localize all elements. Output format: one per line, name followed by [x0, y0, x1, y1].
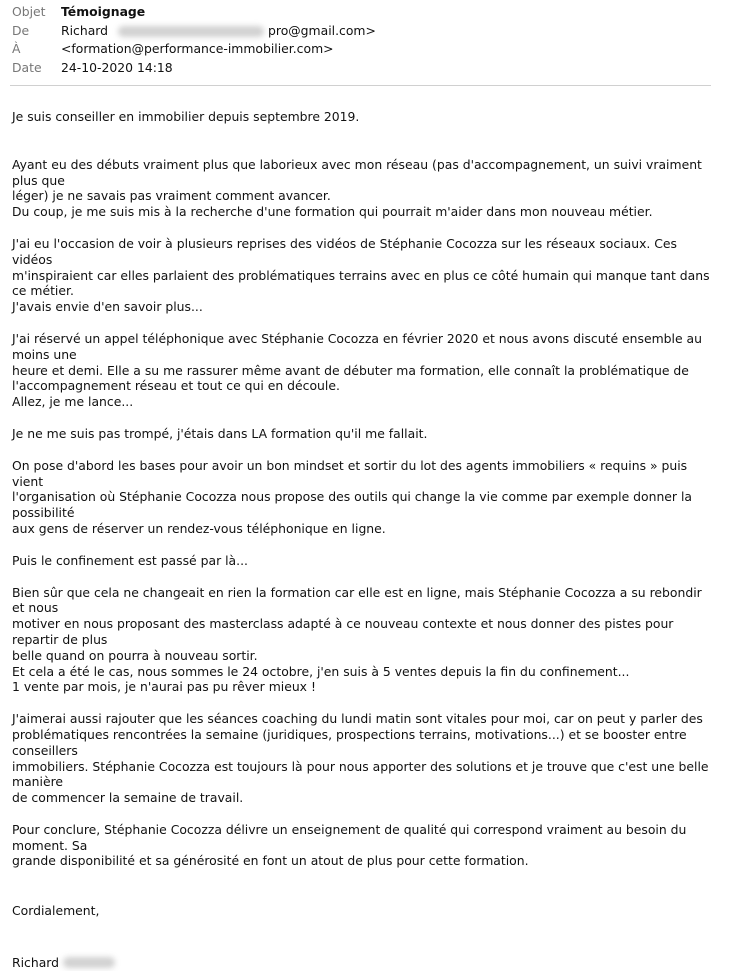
date-row [0, 59, 729, 78]
redacted-surname-blur [63, 957, 115, 968]
body-paragraph-2: Ayant eu des débuts vraiment plus que laborieux avec mon réseau (pas d'accompagnement, un suivi vraiment plus que léger) je ne savais pas vraiment comment avancer. Du coup, je me suis mis à la recherche d'une formation qui pourrait m'aider dans mon nouveau métier. [12, 156, 702, 220]
from-name: Richard [61, 22, 109, 38]
body-paragraph-6: On pose d'abord les bases pour avoir un bon mindset et sortir du lot des agents immobiliers « requins » puis vient l'organisation où Stéphanie Cocozza nous propose des outils qui change la vie comme par exemple donner la possibilité aux gens de réserver un rendez-vous téléphonique en ligne. [12, 457, 692, 536]
body-paragraph-10: Pour conclure, Stéphanie Cocozza délivre un enseignement de qualité qui correspond vraiment au besoin du moment. Sa grande disponibilité et sa générosité en font un atout de plus pour cette formation. [12, 821, 687, 869]
redacted-email-blur [118, 26, 264, 37]
email-body [0, 109, 729, 971]
subject-label: Objet [12, 4, 46, 19]
signature-name: Richard [12, 955, 60, 971]
date-value: 24-10-2020 14:18 [61, 59, 173, 75]
body-paragraph-9: J'aimerai aussi rajouter que les séances coaching du lundi matin sont vitales pour moi, car on peut y parler des problématiques rencontrées la semaine (juridiques, prospections terrains, motivations...) et se booster entre conseillers immobiliers. Stéphanie Cocozza est toujours là pour nous apporter des solutions et je trouve que c'est une belle manière de commencer la semaine de travail. [12, 711, 709, 806]
closing-text: Cordialement, [12, 903, 100, 919]
to-label: À [12, 41, 21, 56]
body-paragraph-5: Je ne me suis pas trompé, j'étais dans LA formation qu'il me fallait. [12, 425, 428, 441]
signature [12, 955, 715, 971]
body-paragraph-8: Bien sûr que cela ne changeait en rien la formation car elle est en ligne, mais Stéphanie Cocozza a su rebondir et nous motiver en nous proposant des masterclass adapté à ce nouveau contexte et nous donner des pistes pour repartir de plus belle quand on pourra à nouveau sortir. Et cela a été le cas, nous sommes le 24 octobre, j'en suis à 5 ventes depuis la fin du confinement... 1 vente par mois, je n'aurai pas pu rêver mieux ! [12, 584, 702, 695]
email-header [0, 0, 729, 86]
date-label: Date [12, 59, 42, 75]
subject-row [0, 3, 729, 22]
from-value[interactable] [61, 22, 376, 41]
from-email-suffix: pro@gmail.com> [268, 22, 376, 38]
from-label: De [12, 22, 30, 38]
to-value[interactable]: <formation@performance-immobilier.com> [61, 41, 334, 56]
body-paragraph-4: J'ai réservé un appel téléphonique avec Stéphanie Cocozza en février 2020 et nous avons discuté ensemble au moins une heure et demi. Elle a su me rassurer même avant de débuter ma formation, elle connaît la problématique de l'accompagnement réseau et tout ce qui en découle. Allez, je me lance... [12, 330, 702, 410]
header-divider [10, 85, 711, 86]
to-row [0, 40, 729, 59]
body-paragraph-7: Puis le confinement est passé par là... [12, 552, 248, 568]
subject-value: Témoignage [61, 4, 146, 19]
from-row [0, 22, 729, 41]
body-paragraph-3: J'ai eu l'occasion de voir à plusieurs reprises des vidéos de Stéphanie Cocozza sur les réseaux sociaux. Ces vidéos m'inspiraient car elles parlaient des problématiques terrains avec en plus ce côté humain qui manque tant dans ce métier. J'avais envie d'en savoir plus... [12, 235, 710, 315]
body-paragraph-1: Je suis conseiller en immobilier depuis septembre 2019. [12, 109, 360, 124]
